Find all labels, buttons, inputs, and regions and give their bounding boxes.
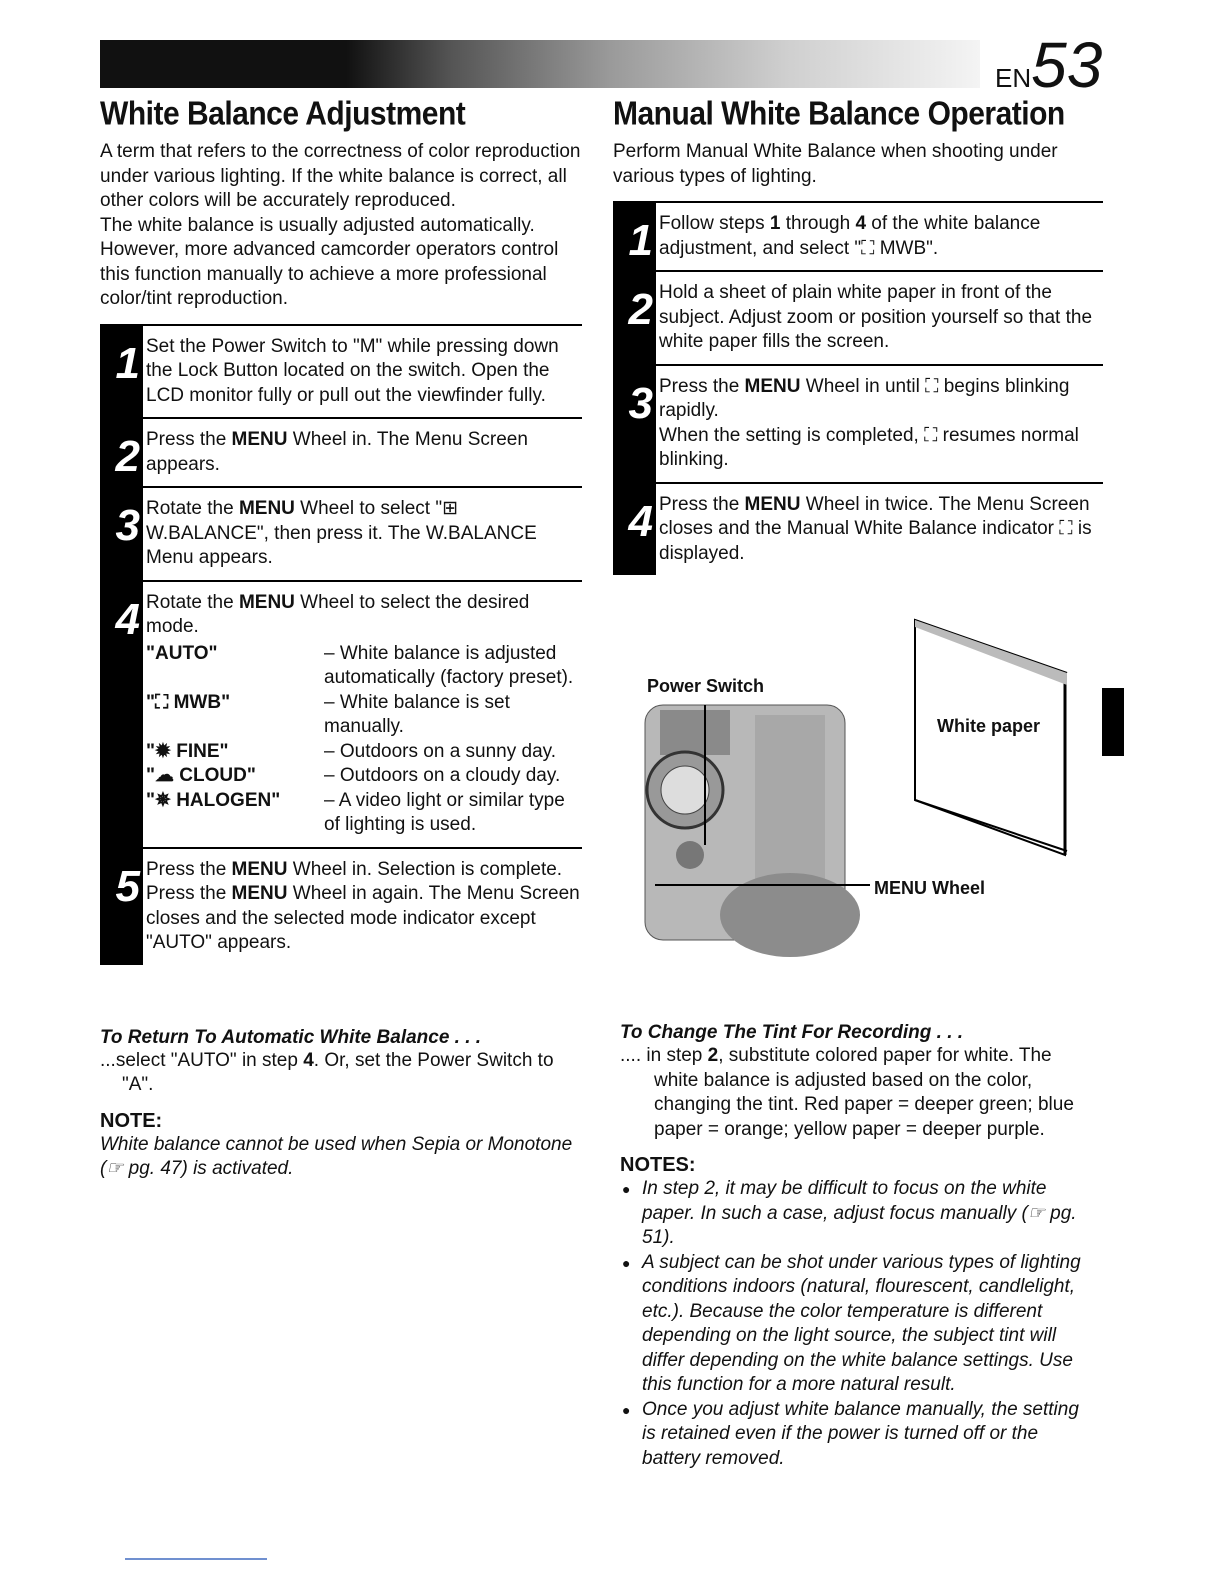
steps-list (613, 201, 1103, 575)
step-number: 3 (100, 486, 143, 580)
note-item: ● A subject can be shot under various types of lighting conditions indoors (natural, flourescent, candlelight, etc.). Because the color temperature is different depending on the light source, the subject tint will differ depending on the white balance settings. Use this function for a more natural result. (620, 1251, 1090, 1398)
step-text: Hold a sheet of plain white paper in front of the subject. Adjust zoom or position yourself so that the white paper fills the screen. (656, 270, 1103, 364)
intro-paragraph: Perform Manual White Balance when shooting under various types of lighting. (613, 141, 1058, 187)
camcorder-body (645, 705, 860, 957)
step-4 (100, 580, 582, 847)
step-number: 1 (613, 201, 656, 270)
return-section (100, 1027, 582, 1098)
note-item: ● Once you adjust white balance manually, the setting is retained even if the power is turned off or the battery removed. (620, 1398, 1090, 1472)
notes-list (620, 1177, 1090, 1471)
step-number: 1 (100, 324, 143, 418)
tint-text: .... in step 2, substitute colored paper for white. The white balance is adjusted based on the color, changing the tint. Red paper = deeper green; blue paper = orange; yellow paper = deeper purple. (620, 1045, 1074, 1140)
menu-wheel-label: MENU Wheel (874, 878, 986, 898)
section-tab-marker (1102, 688, 1124, 756)
mode-mwb: "⛶ MWB" – White balance is set manually. (146, 691, 510, 737)
step-number: 4 (613, 482, 656, 576)
step-3 (100, 486, 582, 580)
step-text: Rotate the MENU Wheel to select "⊞ W.BALANCE", then press it. The W.BALANCE Menu appears. (143, 486, 582, 580)
step-1 (100, 324, 582, 418)
step-number: 2 (100, 417, 143, 486)
note-item: ● In step 2, it may be difficult to focus on the white paper. In such a case, adjust focus manually (☞ pg. 51). (620, 1177, 1090, 1251)
step-number: 5 (100, 847, 143, 965)
intro-paragraph-2: The white balance is usually adjusted automatically. However, more advanced camcorder operators control this function manually to achieve a more professional color/tint reproduction. (100, 214, 559, 309)
intro-paragraph: A term that refers to the correctness of color reproduction under various lighting. If the white balance is correct, all other colors will be accurately reproduced. (100, 141, 581, 211)
section-title-white-balance: White Balance Adjustment (100, 96, 466, 133)
camcorder-illustration (615, 615, 1095, 965)
step-text: Press the MENU Wheel in until ⛶ begins blinking rapidly. When the setting is completed, ⛶ resumes normal blinking. (656, 364, 1103, 482)
page-number: EN53 (995, 29, 1103, 101)
section-title-manual-white-balance: Manual White Balance Operation (613, 96, 1065, 133)
note-heading: NOTE: (100, 1109, 163, 1132)
step-text: Rotate the MENU Wheel to select the desired mode. "AUTO" – White balance is adjusted automatically (factory preset). "⛶ MWB" – White balance is set manually. "✹ FINE" – Outdoors on a sunny day. "☁ CLOUD" – Outdoors on a cloudy day. "✵ HALOGEN" – A video light or similar type of lighting is used. (143, 580, 582, 847)
footer-line (125, 1558, 267, 1560)
step-number: 3 (613, 364, 656, 482)
power-switch-label: Power Switch (647, 676, 765, 696)
tint-heading: To Change The Tint For Recording . . . (620, 1022, 964, 1043)
mode-auto: "AUTO" – White balance is adjusted automatically (factory preset). (146, 642, 574, 688)
step-text: Press the MENU Wheel in twice. The Menu Screen closes and the Manual White Balance indicator ⛶ is displayed. (656, 482, 1103, 576)
note-section (100, 1110, 582, 1182)
right-column (613, 96, 1103, 575)
note-text: White balance cannot be used when Sepia or Monotone (☞ pg. 47) is activated. (100, 1133, 573, 1179)
step-4 (613, 482, 1103, 576)
return-heading: To Return To Automatic White Balance . . . (100, 1026, 482, 1048)
mode-cloud: "☁ CLOUD" – Outdoors on a cloudy day. (146, 765, 561, 786)
steps-list (100, 324, 582, 965)
step-number: 4 (100, 580, 143, 847)
step-5 (100, 847, 582, 965)
step-number: 2 (613, 270, 656, 364)
step-text: Follow steps 1 through 4 of the white balance adjustment, and select "⛶ MWB". (656, 201, 1103, 270)
step-2 (100, 417, 582, 486)
step-2 (613, 270, 1103, 364)
white-paper-label: White paper (937, 716, 1041, 736)
tint-section (620, 1022, 1090, 1471)
mode-list (146, 642, 582, 838)
white-paper-sheet (915, 620, 1067, 855)
step-text: Press the MENU Wheel in. Selection is complete. Press the MENU Wheel in again. The Menu Screen closes and the selected mode indicator except "AUTO" appears. (143, 847, 582, 965)
return-text: ...select "AUTO" in step 4. Or, set the Power Switch to "A". (100, 1049, 554, 1095)
mode-fine: "✹ FINE" – Outdoors on a sunny day. (146, 740, 557, 762)
left-column (100, 96, 582, 1182)
notes-heading: NOTES: (620, 1154, 696, 1176)
header-gradient-bar (100, 40, 980, 88)
step-3 (613, 364, 1103, 482)
mode-halogen: "✵ HALOGEN" – A video light or similar type of lighting is used. (146, 789, 565, 835)
step-text: Press the MENU Wheel in. The Menu Screen appears. (143, 417, 582, 486)
step-text: Set the Power Switch to "M" while pressing down the Lock Button located on the switch. Open the LCD monitor fully or pull out the viewfinder fully. (143, 324, 582, 418)
step-1 (613, 201, 1103, 270)
